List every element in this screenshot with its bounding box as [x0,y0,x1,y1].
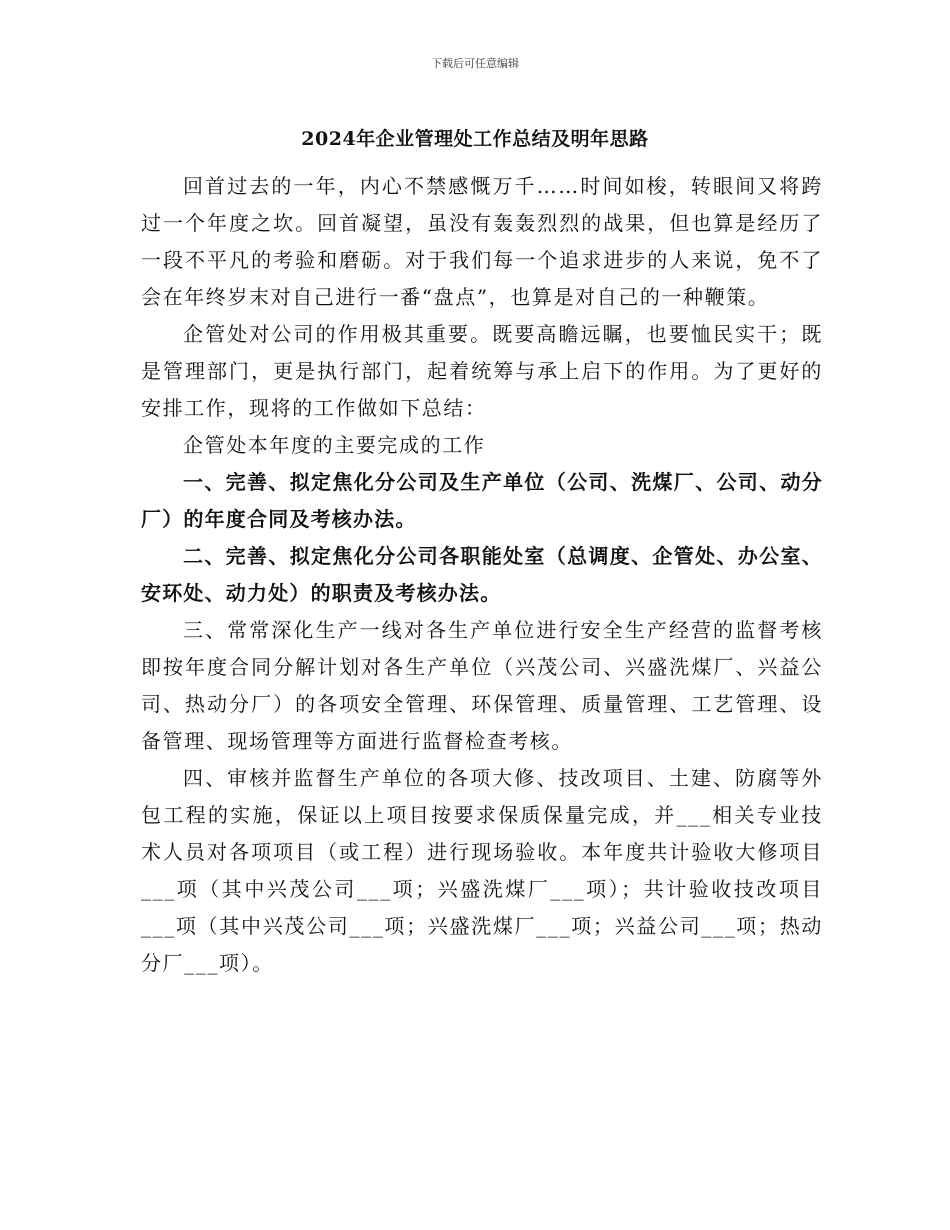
paragraph-intro: 回首过去的一年，内心不禁感慨万千……时间如梭，转眼间又将跨过一个年度之坎。回首凝望，虽没有轰轰烈烈的战果，但也算是经历了一段不平凡的考验和磨砺。对于我们每一个追求进步的人来说，免不了会在年终岁末对自己进行一番“盘点”，也算是对自己的一种鞭策。 [141,174,823,309]
paragraph-item-4: 四、审核并监督生产单位的各项大修、技改项目、土建、防腐等外包工程的实施，保证以上项目按要求保质保量完成，并___相关专业技术人员对各项项目（或工程）进行现场验收。本年度共计验收大修项目___项（其中兴茂公司___项；兴盛洗煤厂___项）；共计验收技改项目___项（其中兴茂公司___项；兴盛洗煤厂___项；兴益公司___项；热动分厂___项）。 [141,766,823,975]
document-title: 2024年企业管理处工作总结及明年思路 [301,128,649,150]
page-header-note: 下载后可任意编辑 [431,57,519,70]
paragraph-item-1: 一、完善、拟定焦化分公司及生产单位（公司、洗煤厂、公司、动分厂）的年度合同及考核办法。 [141,470,823,531]
paragraph-item-3: 三、常常深化生产一线对各生产单位进行安全生产经营的监督考核即按年度合同分解计划对各生产单位（兴茂公司、兴盛洗煤厂、兴益公司、热动分厂）的各项安全管理、环保管理、质量管理、工艺管理、设备管理、现场管理等方面进行监督检查考核。 [141,618,823,753]
paragraph-work-heading: 企管处本年度的主要完成的工作 [183,433,486,457]
paragraph-item-2: 二、完善、拟定焦化分公司各职能处室（总调度、企管处、办公室、安环处、动力处）的职责及考核办法。 [141,544,823,605]
document-body [141,168,823,982]
paragraph-role: 企管处对公司的作用极其重要。既要高瞻远瞩，也要恤民实干；既是管理部门，更是执行部门，起着统筹与承上启下的作用。为了更好的安排工作，现将的工作做如下总结： [141,322,823,420]
